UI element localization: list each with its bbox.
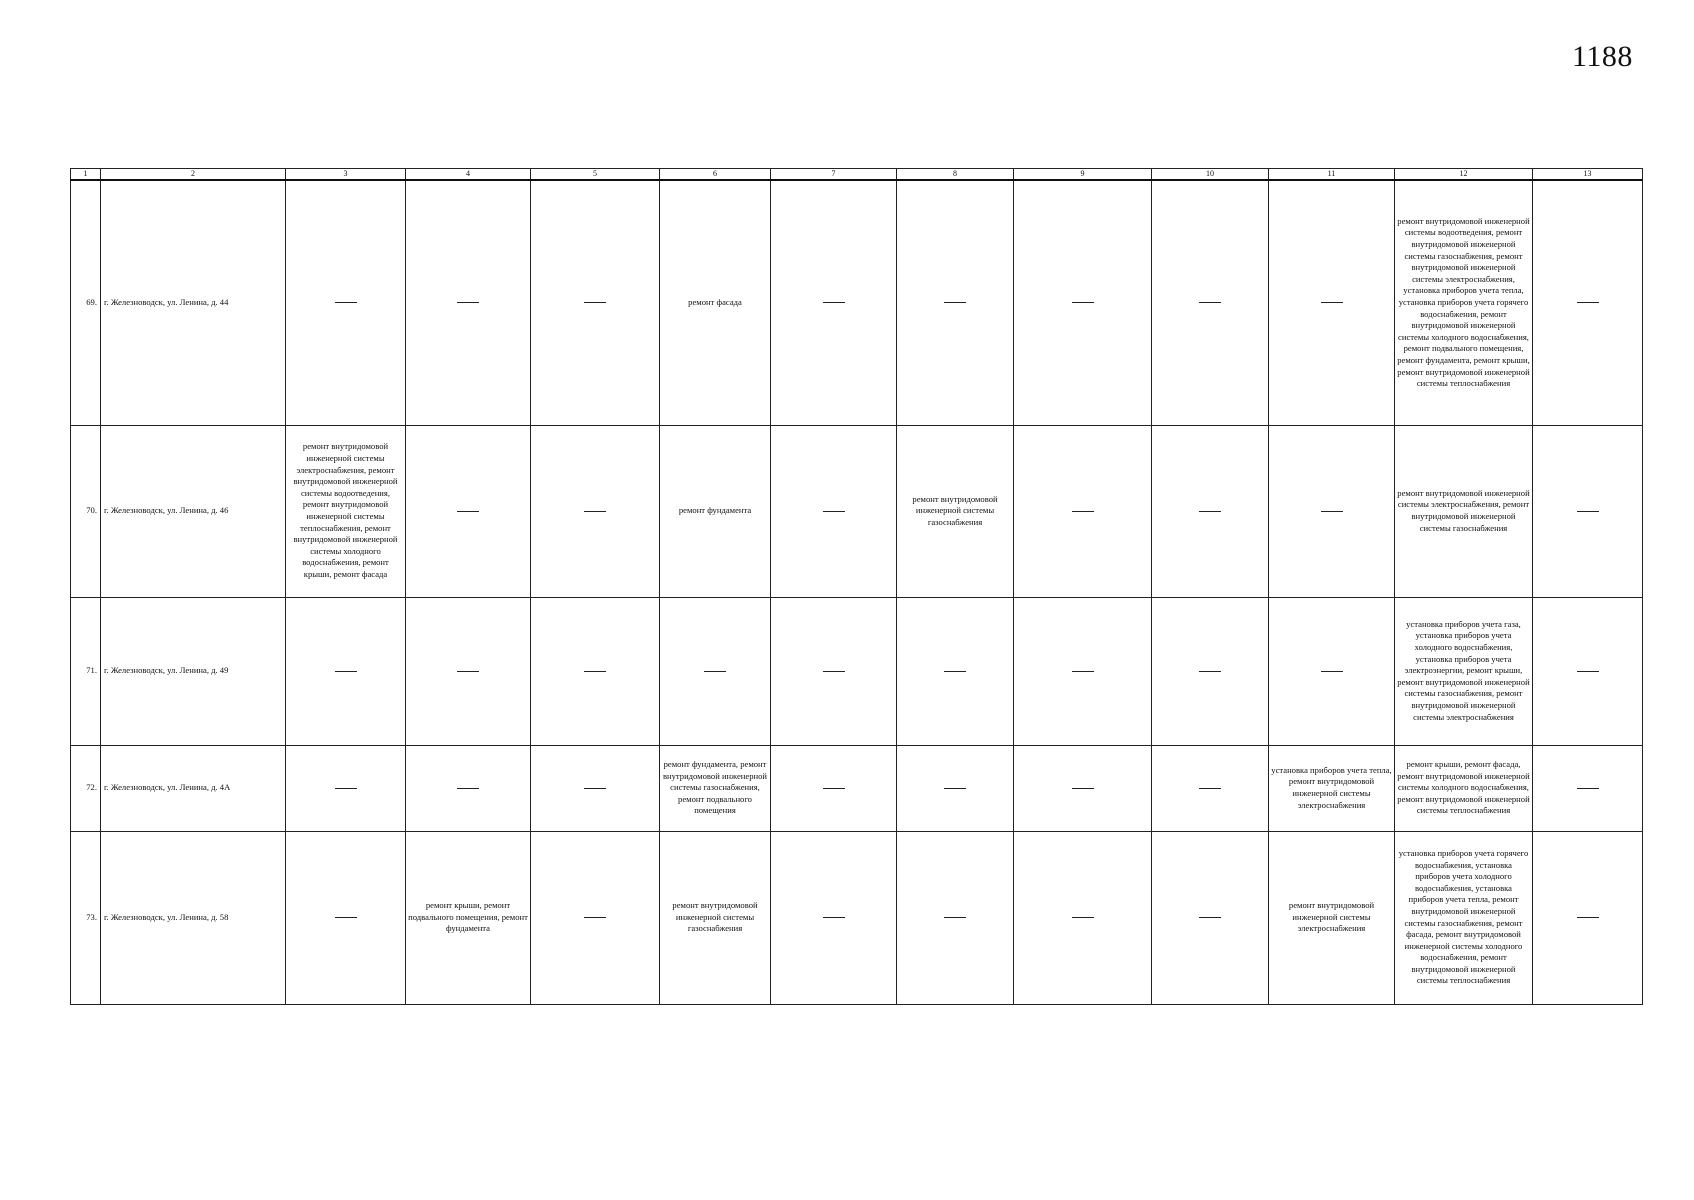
address-cell: г. Железноводск, ул. Ленина, д. 46	[101, 425, 286, 597]
table-row	[71, 180, 1643, 425]
cell-col9	[1014, 831, 1152, 1004]
empty-dash	[335, 671, 357, 672]
column-header: 4	[406, 169, 531, 181]
empty-dash	[1072, 671, 1094, 672]
empty-dash	[823, 917, 845, 918]
empty-dash	[823, 511, 845, 512]
empty-dash	[1199, 917, 1221, 918]
empty-dash	[335, 917, 357, 918]
cell-col8	[897, 597, 1014, 745]
cell-col5	[531, 597, 660, 745]
cell-col3	[286, 597, 406, 745]
column-header: 11	[1269, 169, 1395, 181]
empty-dash	[584, 511, 606, 512]
empty-dash	[1577, 671, 1599, 672]
empty-dash	[1072, 917, 1094, 918]
cell-col5	[531, 745, 660, 831]
empty-dash	[823, 302, 845, 303]
cell-col4	[406, 597, 531, 745]
empty-dash	[944, 302, 966, 303]
cell-col10	[1152, 425, 1269, 597]
cell-col8	[897, 745, 1014, 831]
cell-col10	[1152, 180, 1269, 425]
empty-dash	[1199, 671, 1221, 672]
column-header: 9	[1014, 169, 1152, 181]
cell-col5	[531, 831, 660, 1004]
cell-col9	[1014, 597, 1152, 745]
empty-dash	[584, 671, 606, 672]
row-number: 71.	[71, 597, 101, 745]
cell-col4	[406, 745, 531, 831]
empty-dash	[457, 302, 479, 303]
column-number-row	[71, 169, 1643, 181]
cell-col5	[531, 180, 660, 425]
cell-col7	[771, 180, 897, 425]
address-cell: г. Железноводск, ул. Ленина, д. 49	[101, 597, 286, 745]
empty-dash	[335, 302, 357, 303]
empty-dash	[584, 917, 606, 918]
cell-col13	[1533, 180, 1643, 425]
table-row	[71, 831, 1643, 1004]
row-number: 69.	[71, 180, 101, 425]
empty-dash	[1072, 511, 1094, 512]
empty-dash	[1577, 917, 1599, 918]
cell-col9	[1014, 745, 1152, 831]
cell-col5	[531, 425, 660, 597]
column-header: 1	[71, 169, 101, 181]
cell-col4	[406, 425, 531, 597]
cell-col8: ремонт внутридомовой инженерной системы газоснабжения	[897, 425, 1014, 597]
cell-col3	[286, 831, 406, 1004]
address-cell: г. Железноводск, ул. Ленина, д. 44	[101, 180, 286, 425]
table-row	[71, 597, 1643, 745]
cell-col4: ремонт крыши, ремонт подвального помещения, ремонт фундамента	[406, 831, 531, 1004]
empty-dash	[1321, 302, 1343, 303]
empty-dash	[1072, 788, 1094, 789]
cell-col6: ремонт внутридомовой инженерной системы газоснабжения	[660, 831, 771, 1004]
cell-col8	[897, 180, 1014, 425]
row-number: 70.	[71, 425, 101, 597]
empty-dash	[584, 788, 606, 789]
empty-dash	[944, 788, 966, 789]
cell-col13	[1533, 425, 1643, 597]
empty-dash	[1577, 302, 1599, 303]
empty-dash	[1199, 511, 1221, 512]
cell-col13	[1533, 597, 1643, 745]
table-row	[71, 745, 1643, 831]
empty-dash	[1072, 302, 1094, 303]
cell-col13	[1533, 745, 1643, 831]
empty-dash	[1199, 302, 1221, 303]
cell-col10	[1152, 597, 1269, 745]
cell-col10	[1152, 745, 1269, 831]
cell-col7	[771, 745, 897, 831]
column-header: 7	[771, 169, 897, 181]
column-header: 3	[286, 169, 406, 181]
cell-col12: установка приборов учета газа, установка приборов учета холодного водоснабжения, установка приборов учета электроэнергии, ремонт крыши, ремонт внутридомовой инженерной системы газоснабжения, ремонт внутридомовой инженерной системы электроснабжения	[1395, 597, 1533, 745]
empty-dash	[457, 788, 479, 789]
cell-col6: ремонт фундамента	[660, 425, 771, 597]
cell-col13	[1533, 831, 1643, 1004]
cell-col3	[286, 180, 406, 425]
cell-col11	[1269, 425, 1395, 597]
empty-dash	[704, 671, 726, 672]
column-header: 10	[1152, 169, 1269, 181]
cell-col11: установка приборов учета тепла, ремонт внутридомовой инженерной системы электроснабжения	[1269, 745, 1395, 831]
cell-col12: ремонт внутридомовой инженерной системы водоотведения, ремонт внутридомовой инженерной системы газоснабжения, ремонт внутридомовой инженерной системы электроснабжения, установка приборов учета тепла, установка приборов учета горячего водоснабжения, ремонт внутридомовой инженерной системы холодного водоснабжения, ремонт подвального помещения, ремонт фундамента, ремонт крыши, ремонт внутридомовой инженерной системы теплоснабжения	[1395, 180, 1533, 425]
column-header: 8	[897, 169, 1014, 181]
empty-dash	[584, 302, 606, 303]
empty-dash	[944, 917, 966, 918]
page-number: 1188	[1572, 40, 1633, 73]
empty-dash	[823, 671, 845, 672]
cell-col3	[286, 745, 406, 831]
cell-col12: ремонт крыши, ремонт фасада, ремонт внутридомовой инженерной системы холодного водоснабжения, ремонт внутридомовой инженерной системы теплоснабжения	[1395, 745, 1533, 831]
cell-col11	[1269, 180, 1395, 425]
cell-col6: ремонт фасада	[660, 180, 771, 425]
cell-col6	[660, 597, 771, 745]
cell-col12: ремонт внутридомовой инженерной системы электроснабжения, ремонт внутридомовой инженерной системы газоснабжения	[1395, 425, 1533, 597]
empty-dash	[457, 671, 479, 672]
cell-col4	[406, 180, 531, 425]
cell-col7	[771, 597, 897, 745]
cell-col7	[771, 425, 897, 597]
empty-dash	[1321, 511, 1343, 512]
empty-dash	[944, 671, 966, 672]
cell-col11: ремонт внутридомовой инженерной системы электроснабжения	[1269, 831, 1395, 1004]
cell-col12: установка приборов учета горячего водоснабжения, установка приборов учета холодного водоснабжения, установка приборов учета тепла, ремонт внутридомовой инженерной системы газоснабжения, ремонт фасада, ремонт внутридомовой инженерной системы холодного водоснабжения, ремонт внутридомовой инженерной системы теплоснабжения	[1395, 831, 1533, 1004]
empty-dash	[1577, 788, 1599, 789]
empty-dash	[823, 788, 845, 789]
column-header: 2	[101, 169, 286, 181]
cell-col9	[1014, 425, 1152, 597]
cell-col3: ремонт внутридомовой инженерной системы электроснабжения, ремонт внутридомовой инженерной системы водоотведения, ремонт внутридомовой инженерной системы теплоснабжения, ремонт внутридомовой инженерной системы холодного водоснабжения, ремонт крыши, ремонт фасада	[286, 425, 406, 597]
empty-dash	[1577, 511, 1599, 512]
address-cell: г. Железноводск, ул. Ленина, д. 58	[101, 831, 286, 1004]
empty-dash	[457, 511, 479, 512]
cell-col9	[1014, 180, 1152, 425]
column-header: 6	[660, 169, 771, 181]
cell-col10	[1152, 831, 1269, 1004]
column-header: 12	[1395, 169, 1533, 181]
cell-col7	[771, 831, 897, 1004]
address-cell: г. Железноводск, ул. Ленина, д. 4А	[101, 745, 286, 831]
cell-col6: ремонт фундамента, ремонт внутридомовой инженерной системы газоснабжения, ремонт подвального помещения	[660, 745, 771, 831]
empty-dash	[335, 788, 357, 789]
row-number: 73.	[71, 831, 101, 1004]
cell-col8	[897, 831, 1014, 1004]
repair-registry-table	[70, 168, 1643, 1005]
cell-col11	[1269, 597, 1395, 745]
column-header: 13	[1533, 169, 1643, 181]
column-header: 5	[531, 169, 660, 181]
empty-dash	[1321, 671, 1343, 672]
table-row	[71, 425, 1643, 597]
row-number: 72.	[71, 745, 101, 831]
empty-dash	[1199, 788, 1221, 789]
